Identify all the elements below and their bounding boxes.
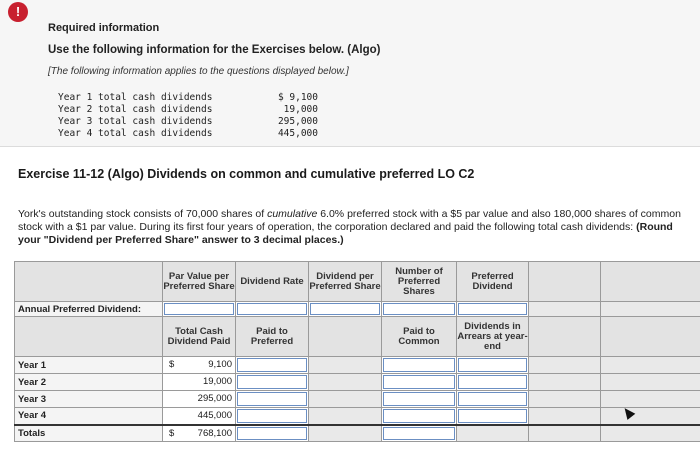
- header-blank: [601, 317, 700, 357]
- annual-preferred-row: [15, 302, 700, 317]
- blank-cell: [309, 391, 382, 408]
- input-box[interactable]: [310, 303, 380, 315]
- arrears-input[interactable]: [457, 374, 529, 391]
- currency-symbol: $: [169, 359, 175, 370]
- dividend-label: Year 3 total cash dividends: [58, 116, 213, 127]
- header-blank: [15, 317, 163, 357]
- total-cash-value: 19,000: [202, 376, 232, 387]
- table-row: [15, 357, 700, 374]
- dividend-row: [58, 128, 318, 140]
- header-paid-common: Paid to Common: [382, 317, 457, 357]
- problem-text-emphasis: cumulative: [267, 208, 318, 220]
- par-value-input[interactable]: [163, 302, 236, 317]
- input-box[interactable]: [383, 392, 455, 406]
- dividend-amount: $ 9,100: [277, 92, 318, 103]
- blank-cell: [457, 425, 529, 442]
- dividend-per-preferred-input[interactable]: [309, 302, 382, 317]
- blank-cell: [529, 425, 601, 442]
- annual-preferred-label: Annual Preferred Dividend:: [15, 302, 163, 317]
- paid-preferred-input[interactable]: [236, 374, 309, 391]
- problem-text: [18, 208, 690, 247]
- input-box[interactable]: [237, 358, 307, 372]
- dividend-worksheet-table: [14, 261, 700, 442]
- paid-common-input[interactable]: [382, 391, 457, 408]
- input-box[interactable]: [383, 358, 455, 372]
- year-label: Year 4: [15, 408, 163, 425]
- total-cash-value: 295,000: [197, 393, 232, 404]
- header-blank: [529, 262, 601, 302]
- blank-cell: [529, 357, 601, 374]
- blank-cell: [529, 374, 601, 391]
- input-box[interactable]: [458, 392, 527, 406]
- blank-cell: [309, 374, 382, 391]
- year-label: Year 2: [15, 374, 163, 391]
- paid-common-input[interactable]: [382, 408, 457, 425]
- input-box[interactable]: [237, 409, 307, 423]
- dividend-label: Year 1 total cash dividends: [58, 92, 213, 103]
- dividend-list: [58, 92, 318, 140]
- input-box[interactable]: [164, 303, 234, 315]
- header-blank: [15, 262, 163, 302]
- dividend-amount: 295,000: [277, 116, 318, 127]
- dividend-label: Year 4 total cash dividends: [58, 128, 213, 139]
- total-cash-value: 768,100: [197, 427, 232, 439]
- blank-cell: [601, 408, 700, 425]
- dividend-label: Year 2 total cash dividends: [58, 104, 213, 115]
- blank-cell: [529, 302, 601, 317]
- header-preferred-dividend: Preferred Dividend: [457, 262, 529, 302]
- blank-cell: [601, 357, 700, 374]
- total-cash-value: 445,000: [197, 410, 232, 421]
- blank-cell: [601, 391, 700, 408]
- header-blank: [529, 317, 601, 357]
- paid-common-total-input[interactable]: [382, 425, 457, 442]
- alert-icon: !: [8, 2, 28, 22]
- blank-cell: [529, 408, 601, 425]
- input-box[interactable]: [237, 427, 307, 441]
- exercise-title: Exercise 11-12 (Algo) Dividends on common and cumulative preferred LO C2: [18, 167, 475, 181]
- input-box[interactable]: [383, 427, 455, 441]
- info-note: [The following information applies to the questions displayed below.]: [48, 66, 349, 77]
- blank-cell: [309, 357, 382, 374]
- header-total-cash: Total Cash Dividend Paid: [163, 317, 236, 357]
- paid-preferred-input[interactable]: [236, 391, 309, 408]
- header-dividend-rate: Dividend Rate: [236, 262, 309, 302]
- header-blank: [601, 262, 700, 302]
- input-box[interactable]: [237, 375, 307, 389]
- input-box[interactable]: [237, 303, 307, 315]
- required-information-panel: [0, 0, 700, 147]
- dividend-row: [58, 104, 318, 116]
- problem-text-part: 6.0% preferred stock with a $5 par value and also 180,000 shares of common stock with a $1 par value. During its first four years of operation, the corporation declared and paid the following total cash dividends:: [18, 208, 681, 233]
- paid-common-input[interactable]: [382, 357, 457, 374]
- blank-cell: [529, 391, 601, 408]
- total-cash-cell: [163, 408, 236, 425]
- year-label: Year 1: [15, 357, 163, 374]
- arrears-input[interactable]: [457, 408, 529, 425]
- blank-cell: [601, 425, 700, 442]
- total-cash-cell: [163, 425, 236, 442]
- dividend-amount: 445,000: [277, 128, 318, 139]
- total-cash-cell: [163, 357, 236, 374]
- input-box[interactable]: [458, 409, 527, 423]
- dividend-row: [58, 92, 318, 104]
- dividend-row: [58, 116, 318, 128]
- total-cash-value: 9,100: [208, 359, 232, 370]
- paid-preferred-total-input[interactable]: [236, 425, 309, 442]
- arrears-input[interactable]: [457, 357, 529, 374]
- total-cash-cell: [163, 374, 236, 391]
- totals-label: Totals: [15, 425, 163, 442]
- arrears-input[interactable]: [457, 391, 529, 408]
- preferred-dividend-input[interactable]: [457, 302, 529, 317]
- info-instruction: Use the following information for the Exercises below. (Algo): [48, 44, 381, 56]
- year-label: Year 3: [15, 391, 163, 408]
- header-row: [15, 262, 700, 302]
- blank-cell: [309, 408, 382, 425]
- table-row: [15, 408, 700, 425]
- totals-row: [15, 425, 700, 442]
- paid-preferred-input[interactable]: [236, 408, 309, 425]
- header-arrears: Dividends in Arrears at year-end: [457, 317, 529, 357]
- header-paid-preferred: Paid to Preferred: [236, 317, 309, 357]
- input-box[interactable]: [383, 375, 455, 389]
- input-box[interactable]: [383, 303, 455, 315]
- dividend-amount: 19,000: [283, 104, 318, 115]
- input-box[interactable]: [237, 392, 307, 406]
- input-box[interactable]: [458, 358, 527, 372]
- header-blank: [309, 317, 382, 357]
- table-row: [15, 374, 700, 391]
- table-row: [15, 391, 700, 408]
- paid-preferred-input[interactable]: [236, 357, 309, 374]
- info-title: Required information: [48, 22, 160, 34]
- dividend-rate-input[interactable]: [236, 302, 309, 317]
- input-box[interactable]: [383, 409, 455, 423]
- input-box[interactable]: [458, 303, 527, 315]
- header-number-preferred: Number of Preferred Shares: [382, 262, 457, 302]
- header-par-value: Par Value per Preferred Share: [163, 262, 236, 302]
- total-cash-cell: [163, 391, 236, 408]
- currency-symbol: $: [169, 427, 175, 439]
- rounding-instruction: (Round your "Dividend per Preferred Share" answer to 3 decimal places.): [18, 221, 673, 246]
- blank-cell: [309, 425, 382, 442]
- blank-cell: [601, 302, 700, 317]
- number-preferred-input[interactable]: [382, 302, 457, 317]
- subheader-row: [15, 317, 700, 357]
- problem-text-part: York's outstanding stock consists of 70,000 shares of: [18, 208, 268, 220]
- blank-cell: [601, 374, 700, 391]
- input-box[interactable]: [458, 375, 527, 389]
- header-dividend-per-preferred: Dividend per Preferred Share: [309, 262, 382, 302]
- paid-common-input[interactable]: [382, 374, 457, 391]
